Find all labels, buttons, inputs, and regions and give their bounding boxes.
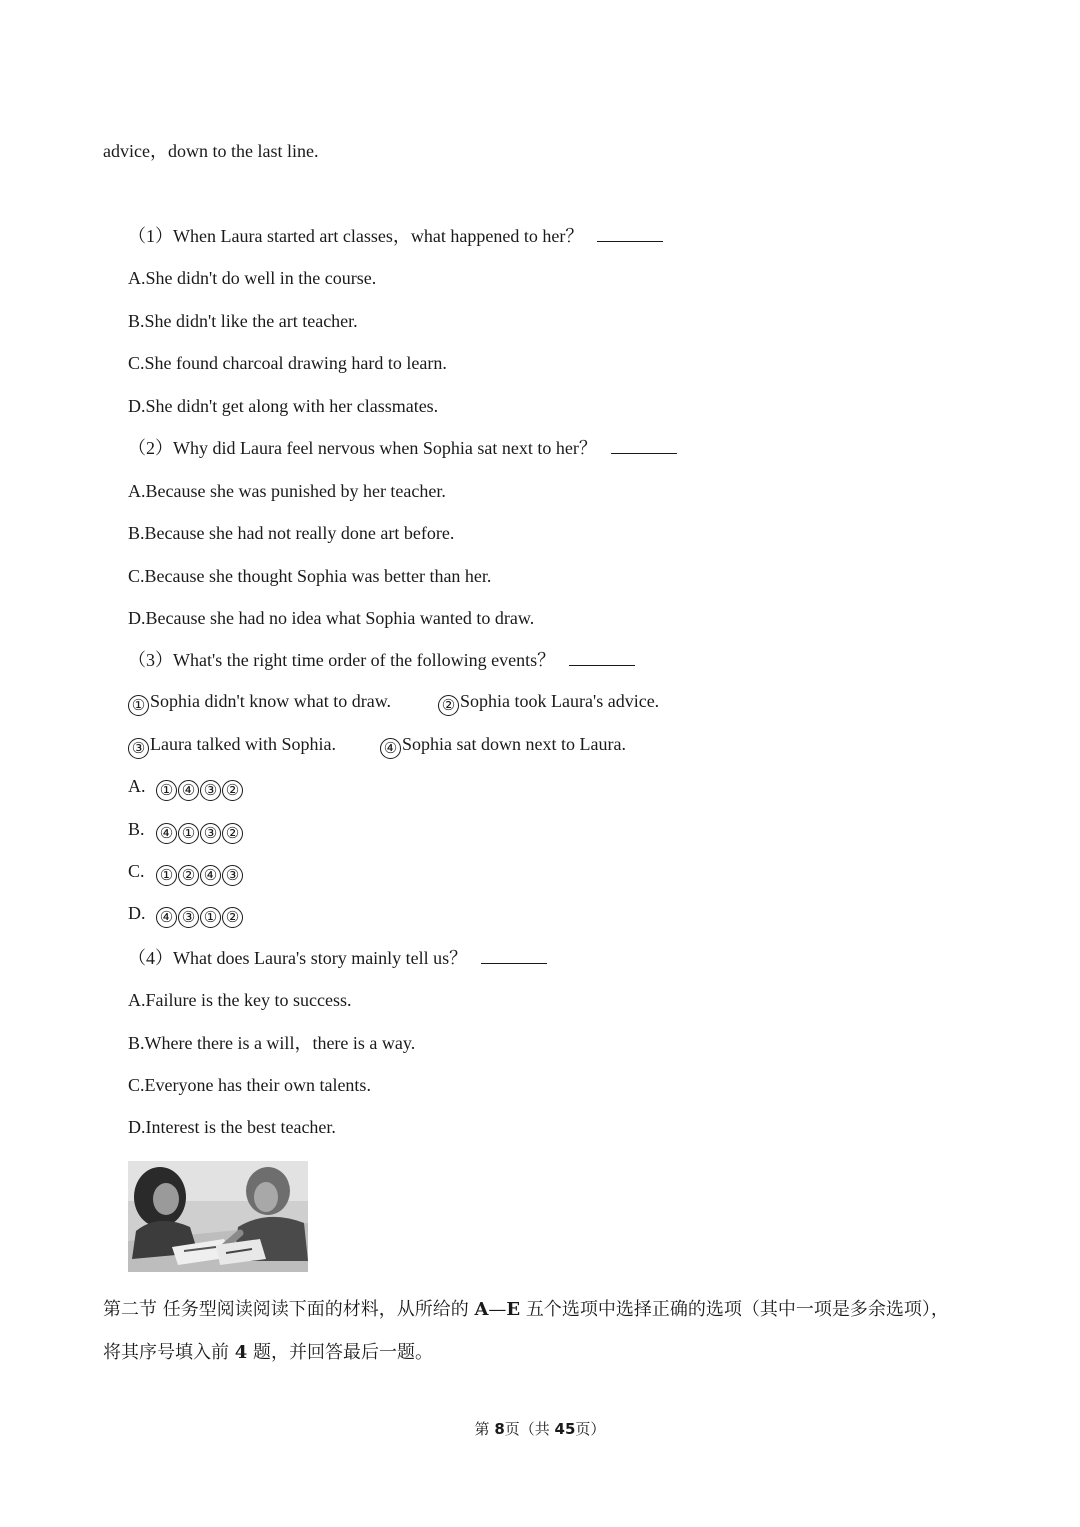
section-number: 4: [234, 1342, 248, 1363]
event-number-3: ③: [128, 738, 149, 759]
seq-number: ①: [200, 907, 221, 928]
answer-blank-3: [569, 651, 635, 666]
section-heading-line-1: [103, 1301, 949, 1319]
section-text: 将其序号填入前: [103, 1342, 235, 1363]
seq-number: ②: [178, 865, 199, 886]
answer-blank-1: [597, 227, 663, 242]
q4-option-c: C.Everyone has their own talents.: [128, 1075, 371, 1095]
option-letter: C.: [128, 861, 145, 881]
seq-number: ①: [156, 865, 177, 886]
section-letter-a: A: [474, 1299, 489, 1320]
section-dash: —: [488, 1299, 507, 1320]
q2-option-c: C.Because she thought Sophia was better than her.: [128, 566, 492, 586]
option-letter: A.: [128, 776, 146, 796]
passage-tail: advice，down to the last line.: [103, 141, 319, 161]
seq-number: ④: [178, 780, 199, 801]
seq-number: ①: [178, 823, 199, 844]
seq-number: ③: [200, 823, 221, 844]
event-text-1: Sophia didn't know what to draw.: [150, 691, 392, 711]
page-number: 8: [494, 1420, 505, 1438]
event-number-2: ②: [438, 695, 459, 716]
event-text-3: Laura talked with Sophia.: [150, 734, 336, 754]
event-text-4: Sophia sat down next to Laura.: [402, 734, 626, 754]
q4-option-d: D.Interest is the best teacher.: [128, 1117, 336, 1137]
q3-option-a: [128, 777, 244, 801]
option-letter: B.: [128, 819, 145, 839]
q3-option-b: [128, 820, 244, 844]
footer-text: 页（共: [504, 1420, 555, 1438]
q3-option-d: [128, 904, 244, 928]
seq-number: ③: [222, 865, 243, 886]
seq-number: ④: [200, 865, 221, 886]
page-footer: [0, 1418, 1080, 1439]
seq-number: ②: [222, 907, 243, 928]
girls-drawing-photo: [128, 1161, 308, 1272]
event-3: [128, 735, 336, 759]
q1-option-b: B.She didn't like the art teacher.: [128, 311, 358, 331]
event-4: [380, 735, 626, 759]
q4-option-a: A.Failure is the key to success.: [128, 990, 352, 1010]
seq-number: ③: [200, 780, 221, 801]
seq-number: ④: [156, 907, 177, 928]
question-4-stem: [128, 949, 547, 967]
seq-number: ②: [222, 780, 243, 801]
q1-option-a: A.She didn't do well in the course.: [128, 268, 377, 288]
seq-number: ④: [156, 823, 177, 844]
question-2-stem: [128, 439, 677, 457]
event-number-4: ④: [380, 738, 401, 759]
section-text: 第二节 任务型阅读阅读下面的材料，从所给的: [103, 1299, 475, 1320]
seq-number: ①: [156, 780, 177, 801]
question-4-text: （4）What does Laura's story mainly tell us？: [128, 948, 468, 968]
q1-option-d: D.She didn't get along with her classmates.: [128, 396, 439, 416]
event-text-2: Sophia took Laura's advice.: [460, 691, 660, 711]
question-3-text: （3）What's the right time order of the following events？: [128, 650, 556, 670]
event-1: [128, 692, 391, 716]
q3-option-c: [128, 862, 244, 886]
option-letter: D.: [128, 903, 146, 923]
section-text: 五个选项中选择正确的选项（其中一项是多余选项），: [520, 1299, 949, 1320]
q4-option-b: B.Where there is a will，there is a way.: [128, 1033, 416, 1053]
total-pages: 45: [554, 1420, 576, 1438]
event-number-1: ①: [128, 695, 149, 716]
question-3-stem: [128, 651, 635, 669]
footer-text: 第: [474, 1420, 495, 1438]
photo-illustration: [128, 1161, 308, 1272]
question-1-stem: [128, 227, 663, 245]
footer-text: 页）: [575, 1420, 606, 1438]
event-2: [438, 692, 659, 716]
answer-blank-2: [611, 439, 677, 454]
section-letter-e: E: [506, 1299, 521, 1320]
section-text: 题，并回答最后一题。: [247, 1342, 433, 1363]
seq-number: ②: [222, 823, 243, 844]
q1-option-c: C.She found charcoal drawing hard to learn.: [128, 353, 447, 373]
q2-option-b: B.Because she had not really done art before.: [128, 523, 455, 543]
section-heading-line-2: [103, 1344, 433, 1362]
question-1-text: （1）When Laura started art classes，what happened to her？: [128, 226, 584, 246]
seq-number: ③: [178, 907, 199, 928]
q2-option-d: D.Because she had no idea what Sophia wanted to draw.: [128, 608, 535, 628]
question-2-text: （2）Why did Laura feel nervous when Sophia sat next to her？: [128, 438, 597, 458]
q2-option-a: A.Because she was punished by her teacher.: [128, 481, 446, 501]
answer-blank-4: [481, 949, 547, 964]
